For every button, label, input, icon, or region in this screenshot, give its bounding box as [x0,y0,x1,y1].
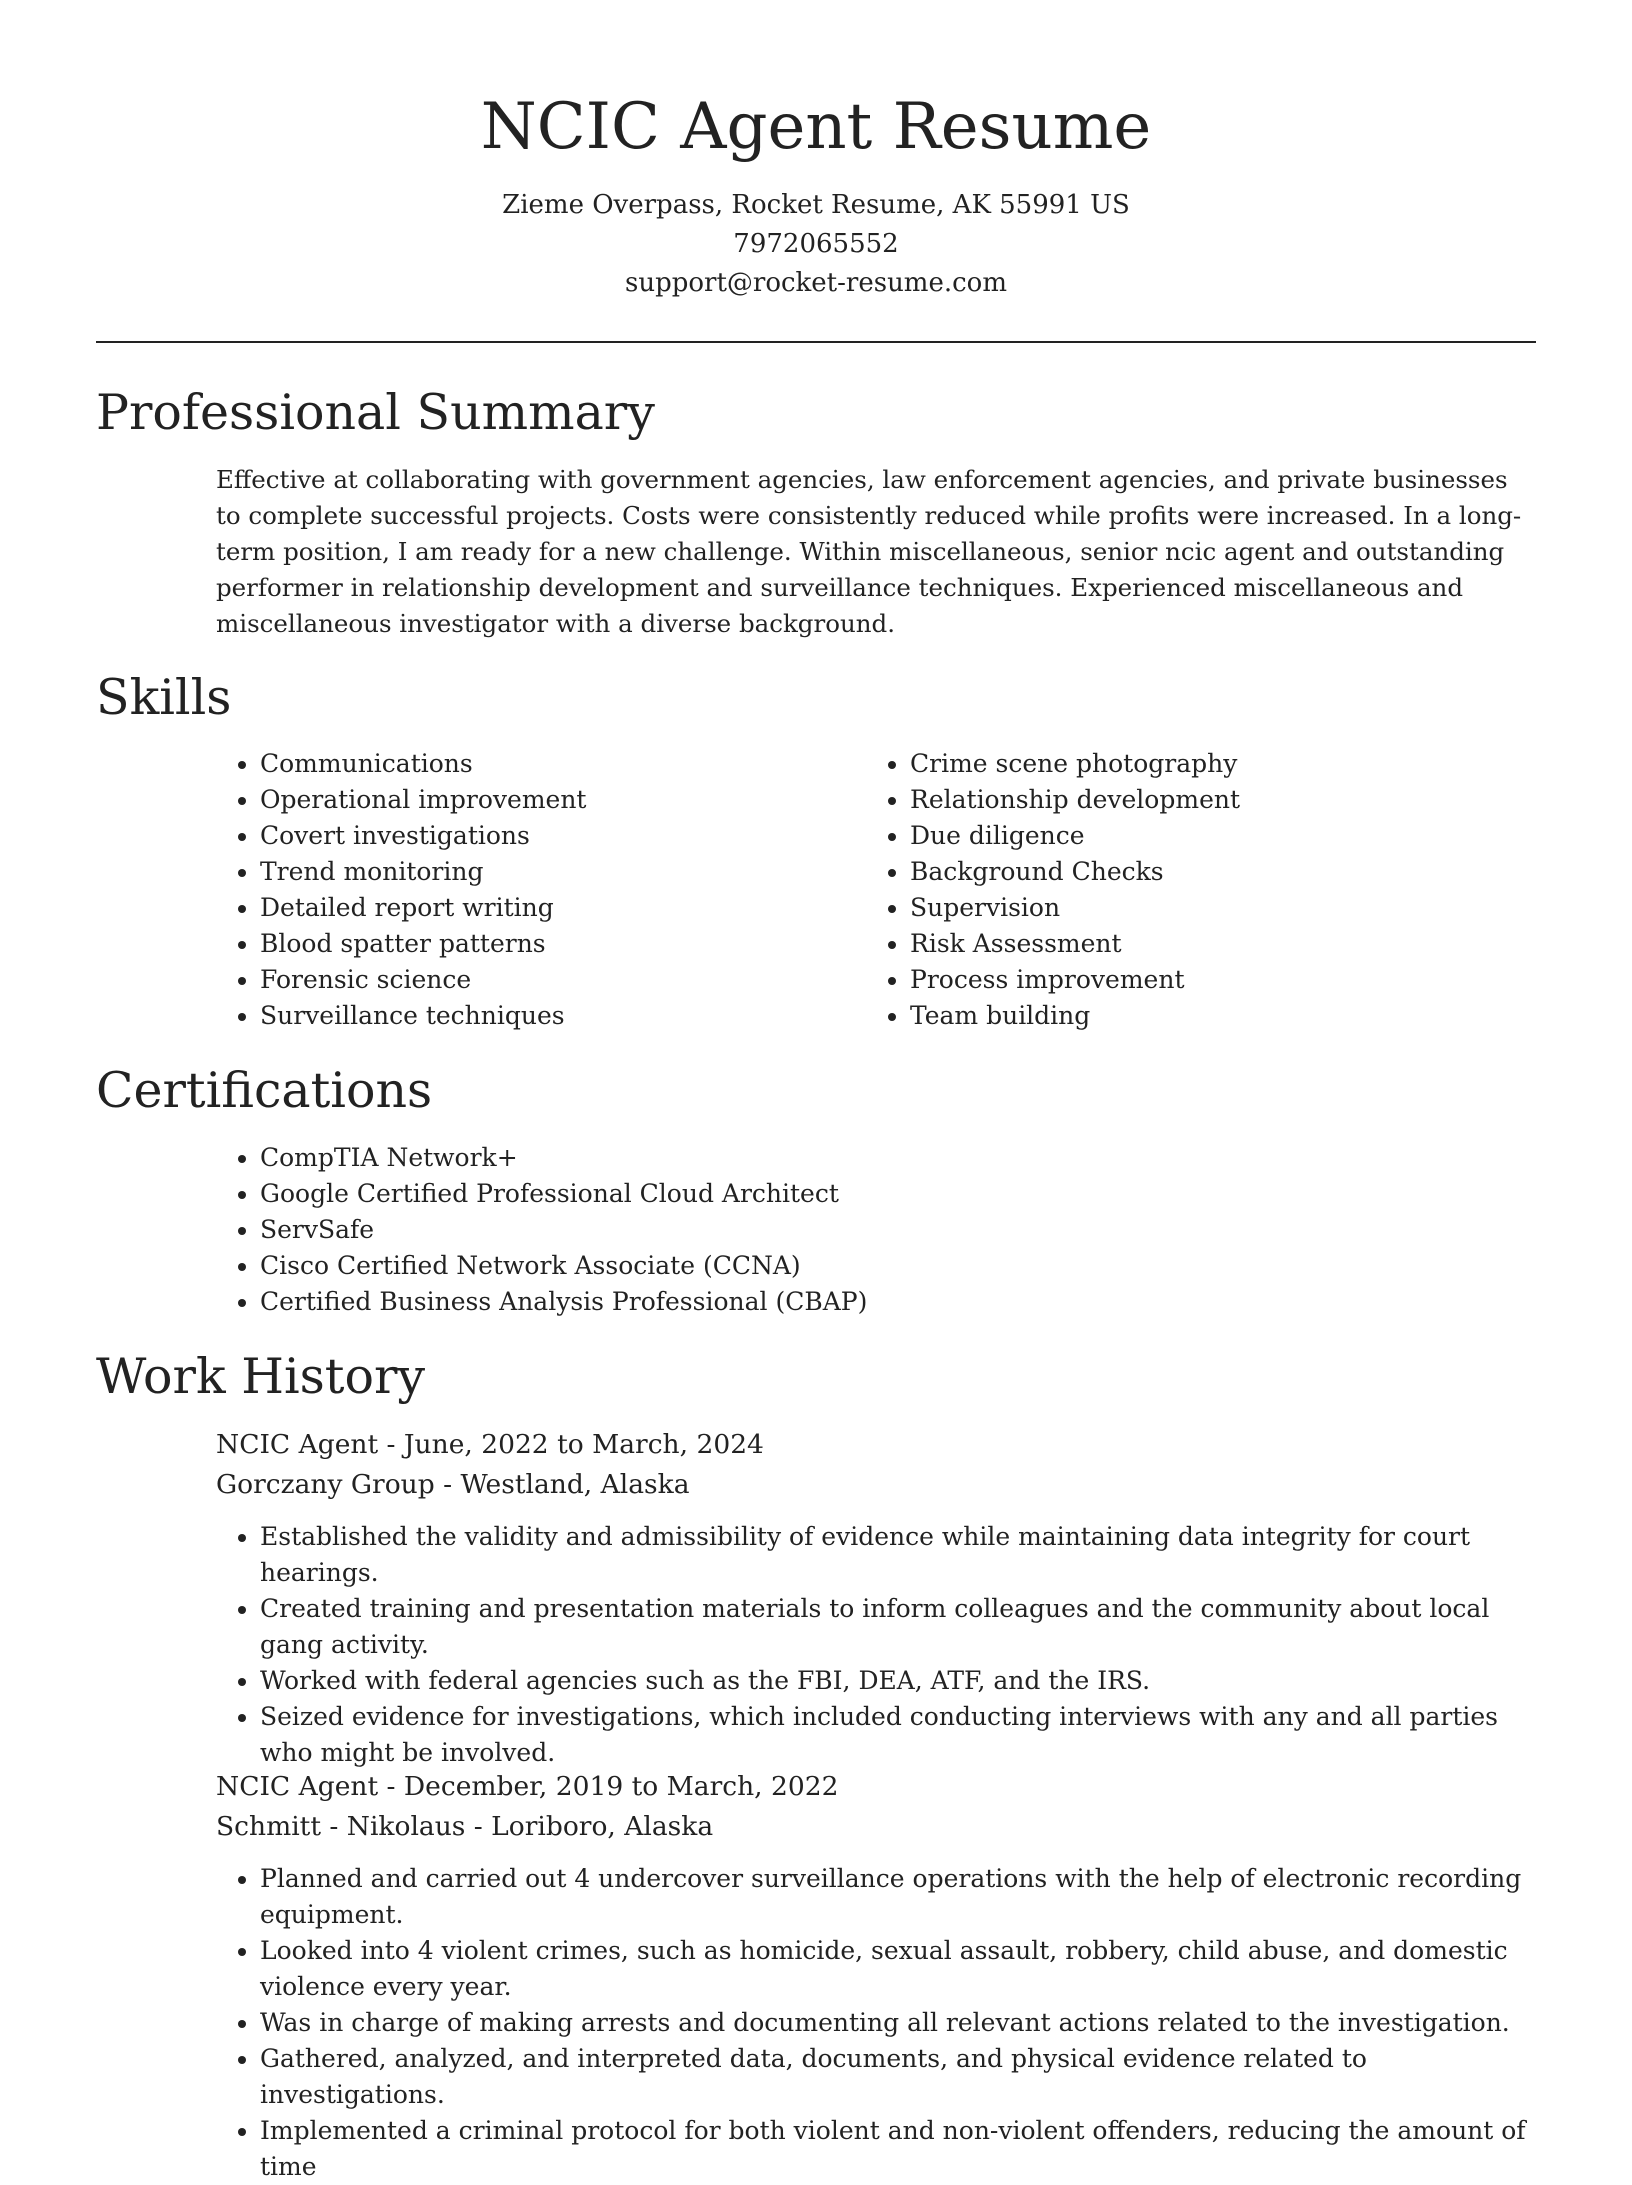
list-item: • Team building [910,998,1526,1034]
header-divider [96,341,1536,343]
list-item: • Forensic science [260,962,816,998]
summary-heading: Professional Summary [96,384,655,441]
job-title: NCIC Agent - June, 2022 to March, 2024 [216,1429,764,1460]
list-item: • Surveillance techniques [260,998,816,1034]
list-item: • Implemented a criminal protocol for both violent and non-violent offenders, reducing the amount of time [260,2113,1536,2185]
job-entry-1 [216,1425,1536,1771]
skills-left-column [216,746,816,1034]
address: Zieme Overpass, Rocket Resume, AK 55991 US [502,190,1130,220]
list-item: • Blood spatter patterns [260,926,816,962]
work-history-heading: Work History [96,1348,426,1405]
list-item: • Certified Business Analysis Professional (CBAP) [260,1284,1536,1320]
list-item: • Gathered, analyzed, and interpreted data, documents, and physical evidence related to investigations. [260,2041,1536,2113]
list-item: • Looked into 4 violent crimes, such as homicide, sexual assault, robbery, child abuse, and domestic violence every year. [260,1933,1536,2005]
list-item: • Supervision [910,890,1526,926]
list-item: • Seized evidence for investigations, which included conducting interviews with any and all parties who might be involved. [260,1699,1536,1771]
list-item: • Google Certified Professional Cloud Architect [260,1176,1536,1212]
list-item: • Due diligence [910,818,1526,854]
list-item: • Worked with federal agencies such as the FBI, DEA, ATF, and the IRS. [260,1663,1536,1699]
list-item: • Communications [260,746,816,782]
list-item: • Detailed report writing [260,890,816,926]
skills-heading: Skills [96,669,232,726]
list-item: • Crime scene photography [910,746,1526,782]
phone: 7972065552 [733,229,899,259]
job-title: NCIC Agent - December, 2019 to March, 2022 [216,1771,839,1802]
list-item: • Cisco Certified Network Associate (CCNA) [260,1248,1536,1284]
summary-text: Effective at collaborating with government agencies, law enforcement agencies, and private businesses to complete successful projects. Costs were consistently reduced while profits were increased. In a long-term position, I am ready for a new challenge. Within miscellaneous, senior ncic agent and outstanding performer in relationship development and surveillance techniques. Experienced miscellaneous and miscellaneous investigator with a diverse background. [216,465,1522,638]
email: support@rocket-resume.com [624,268,1007,298]
list-item: • Planned and carried out 4 undercover surveillance operations with the help of electronic recording equipment. [260,1861,1536,1933]
list-item: • Trend monitoring [260,854,816,890]
job-company: Gorczany Group - Westland, Alaska [216,1469,690,1500]
list-item: • Covert investigations [260,818,816,854]
resume-header [0,82,1632,303]
list-item: • ServSafe [260,1212,1536,1248]
list-item: • CompTIA Network+ [260,1140,1536,1176]
list-item: • Risk Assessment [910,926,1526,962]
list-item: • Was in charge of making arrests and documenting all relevant actions related to the investigation. [260,2005,1536,2041]
certifications-heading: Certifications [96,1062,433,1119]
list-item: • Process improvement [910,962,1526,998]
page-title: NCIC Agent Resume [480,90,1152,164]
job-company: Schmitt - Nikolaus - Loriboro, Alaska [216,1811,714,1842]
list-item: • Operational improvement [260,782,816,818]
list-item: • Created training and presentation materials to inform colleagues and the community about local gang activity. [260,1591,1536,1663]
job-entry-2 [216,1767,1536,2185]
skills-right-column [866,746,1526,1034]
list-item: • Background Checks [910,854,1526,890]
list-item: • Relationship development [910,782,1526,818]
list-item: • Established the validity and admissibility of evidence while maintaining data integrity for court hearings. [260,1519,1536,1591]
certifications-list [216,1140,1536,1320]
contact-info [0,186,1632,303]
